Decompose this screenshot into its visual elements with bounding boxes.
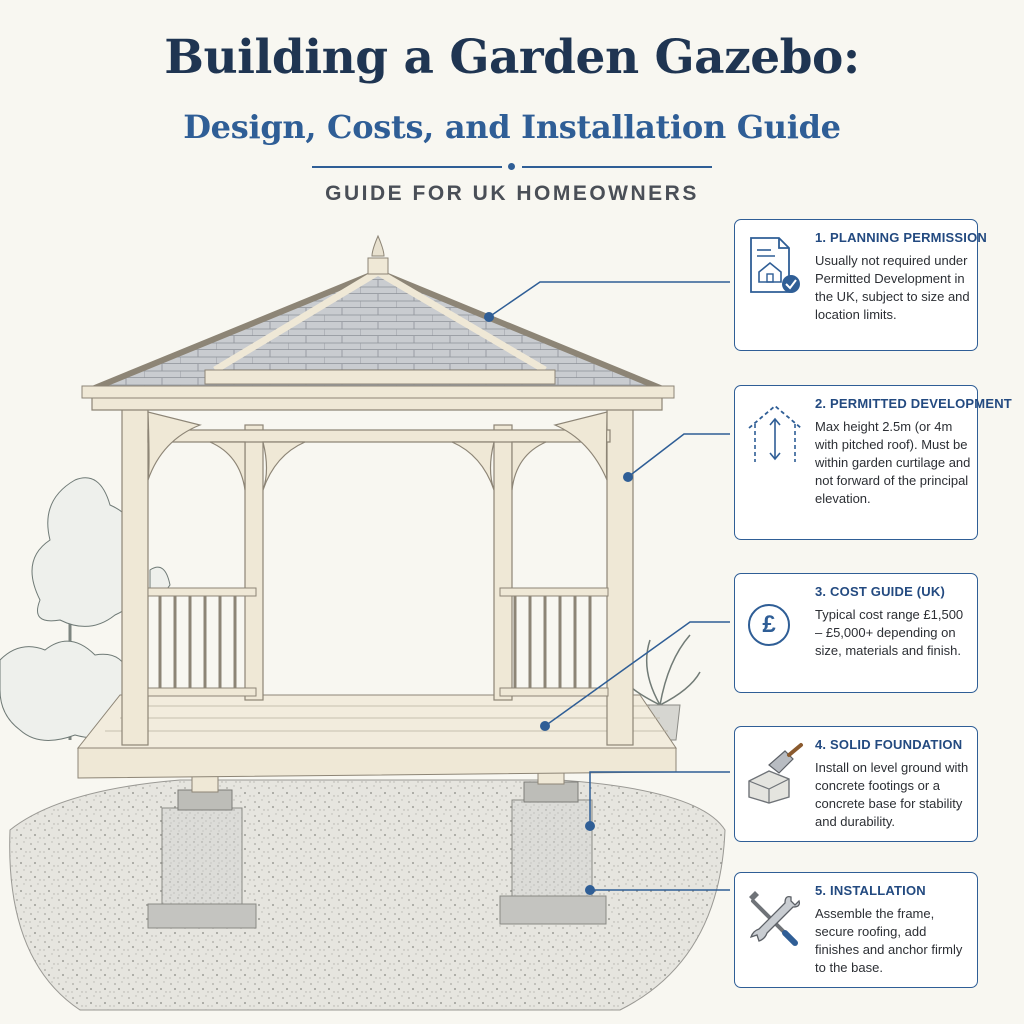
card-title: 5. INSTALLATION xyxy=(815,883,926,898)
pound-symbol: £ xyxy=(748,604,790,646)
card-text: Install on level ground with concrete footings or a concrete base for stability and durability. xyxy=(815,760,969,829)
card-planning-permission xyxy=(734,219,987,351)
card-text: Assemble the frame, secure roofing, add finishes and anchor firmly to the base. xyxy=(815,906,963,975)
card-cost-guide xyxy=(734,573,978,693)
page-title: Building a Garden Gazebo: xyxy=(164,30,860,85)
card-title: 1. PLANNING PERMISSION xyxy=(815,230,987,245)
trowel-brick-icon xyxy=(745,741,805,805)
pound-icon xyxy=(745,588,805,652)
card-permitted-development xyxy=(734,385,1012,540)
card-title: 3. COST GUIDE (UK) xyxy=(815,584,945,599)
guide-kicker: GUIDE FOR UK HOMEOWNERS xyxy=(325,182,699,205)
card-installation xyxy=(734,872,978,988)
card-text: Typical cost range £1,500 – £5,000+ depending on size, materials and finish. xyxy=(815,607,964,658)
card-title: 2. PERMITTED DEVELOPMENT xyxy=(815,396,1012,411)
gazebo-roof xyxy=(82,236,674,398)
page-subtitle: Design, Costs, and Installation Guide xyxy=(183,108,841,146)
height-arrow-icon xyxy=(745,400,805,464)
card-text: Usually not required under Permitted Development in the UK, subject to size and location limits. xyxy=(815,253,970,322)
card-title: 4. SOLID FOUNDATION xyxy=(815,737,963,752)
house-document-check-icon xyxy=(745,234,805,298)
tools-icon xyxy=(745,887,805,951)
card-text: Max height 2.5m (or 4m with pitched roof). Must be within garden curtilage and not forward of the principal elevation. xyxy=(815,419,971,506)
card-solid-foundation xyxy=(734,726,978,842)
